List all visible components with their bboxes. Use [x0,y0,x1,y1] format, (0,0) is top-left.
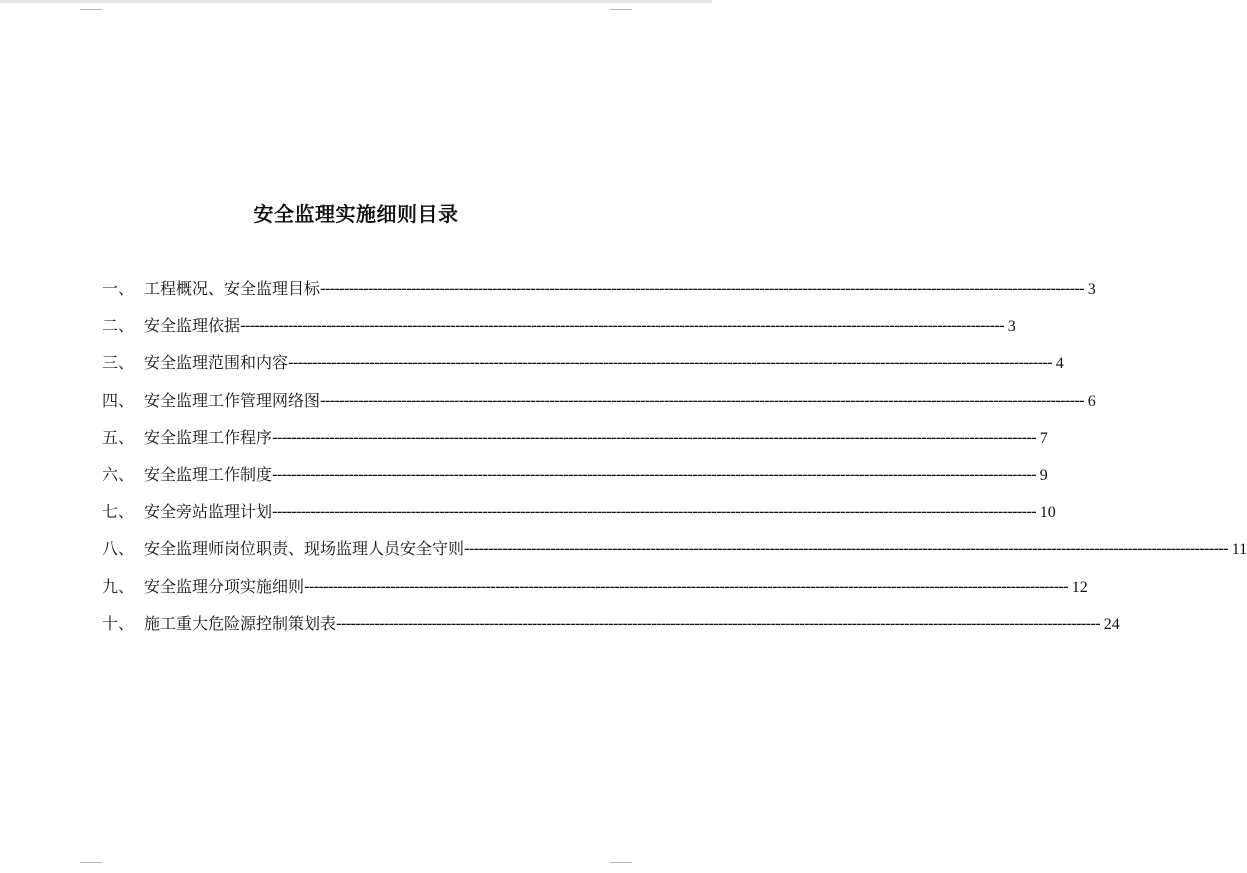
crop-mark-top-right [610,2,632,10]
toc-page-number: 6 [1087,392,1096,410]
toc-number: 三、 [102,353,135,373]
toc-label: 安全监理师岗位职责、现场监理人员安全守则 [144,539,465,559]
toc-label: 安全监理工作管理网络图 [144,390,321,410]
toc-label: 安全监理工作程序 [144,427,273,447]
toc-leader: ---------------------------------------------------------------------------------------------------------------------------------------------------------------- [272,464,1036,484]
toc-label: 安全监理工作制度 [144,464,273,484]
toc-leader: ---------------------------------------------------------------------------------------------------------------------------------------------------------------- [320,279,1084,298]
table-of-contents [102,277,1247,649]
toc-leader: ---------------------------------------------------------------------------------------------------------------------------------------------------------------- [272,427,1036,447]
crop-mark-bottom-left [80,862,102,870]
toc-entry[interactable] [102,389,1096,426]
toc-number: 五、 [102,427,135,447]
toc-leader: ---------------------------------------------------------------------------------------------------------------------------------------------------------------- [320,390,1084,410]
toc-leader: ---------------------------------------------------------------------------------------------------------------------------------------------------------------- [336,613,1100,633]
toc-entry[interactable] [102,463,1048,500]
toc-entry[interactable] [102,314,1016,351]
toc-label: 安全监理分项实施细则 [144,576,305,596]
toc-number: 九、 [102,576,135,596]
toc-label: 工程概况、安全监理目标 [144,279,321,298]
toc-number: 四、 [102,390,135,410]
toc-page-number: 12 [1071,578,1088,596]
toc-label: 安全监理范围和内容 [144,353,289,373]
toc-leader: ---------------------------------------------------------------------------------------------------------------------------------------------------------------- [464,539,1228,559]
toc-number: 六、 [102,464,135,484]
crop-mark-bottom-right [610,862,632,870]
toc-number: 八、 [102,539,135,559]
toc-page-number: 3 [1007,318,1016,336]
crop-mark-top-left [80,2,102,10]
toc-number: 一、 [102,279,135,298]
toc-label: 安全监理依据 [144,316,241,336]
toc-entry[interactable] [102,612,1120,649]
toc-number: 十、 [102,613,135,633]
toc-page-number: 4 [1055,355,1064,373]
toc-entry[interactable] [102,351,1064,388]
toc-entry[interactable] [102,537,1247,574]
toc-page-number: 9 [1039,466,1048,484]
toc-label: 施工重大危险源控制策划表 [144,613,337,633]
toc-leader: ---------------------------------------------------------------------------------------------------------------------------------------------------------------- [288,353,1052,373]
toc-label: 安全旁站监理计划 [144,502,273,522]
toc-entry[interactable] [102,277,1096,314]
page-top-edge [0,0,712,3]
toc-number: 七、 [102,502,135,522]
toc-leader: ---------------------------------------------------------------------------------------------------------------------------------------------------------------- [240,316,1004,336]
toc-page-number: 24 [1103,615,1120,633]
toc-page-number: 7 [1039,429,1048,447]
toc-entry[interactable] [102,575,1088,612]
toc-number: 二、 [102,316,135,336]
toc-leader: ---------------------------------------------------------------------------------------------------------------------------------------------------------------- [272,502,1036,522]
toc-leader: ---------------------------------------------------------------------------------------------------------------------------------------------------------------- [304,576,1068,596]
toc-entry[interactable] [102,426,1048,463]
toc-entry[interactable] [102,500,1056,537]
toc-page-number: 11 [1231,541,1247,559]
toc-page-number: 10 [1039,504,1056,522]
toc-page-number: 3 [1087,281,1096,298]
document-title: 安全监理实施细则目录 [253,202,459,226]
